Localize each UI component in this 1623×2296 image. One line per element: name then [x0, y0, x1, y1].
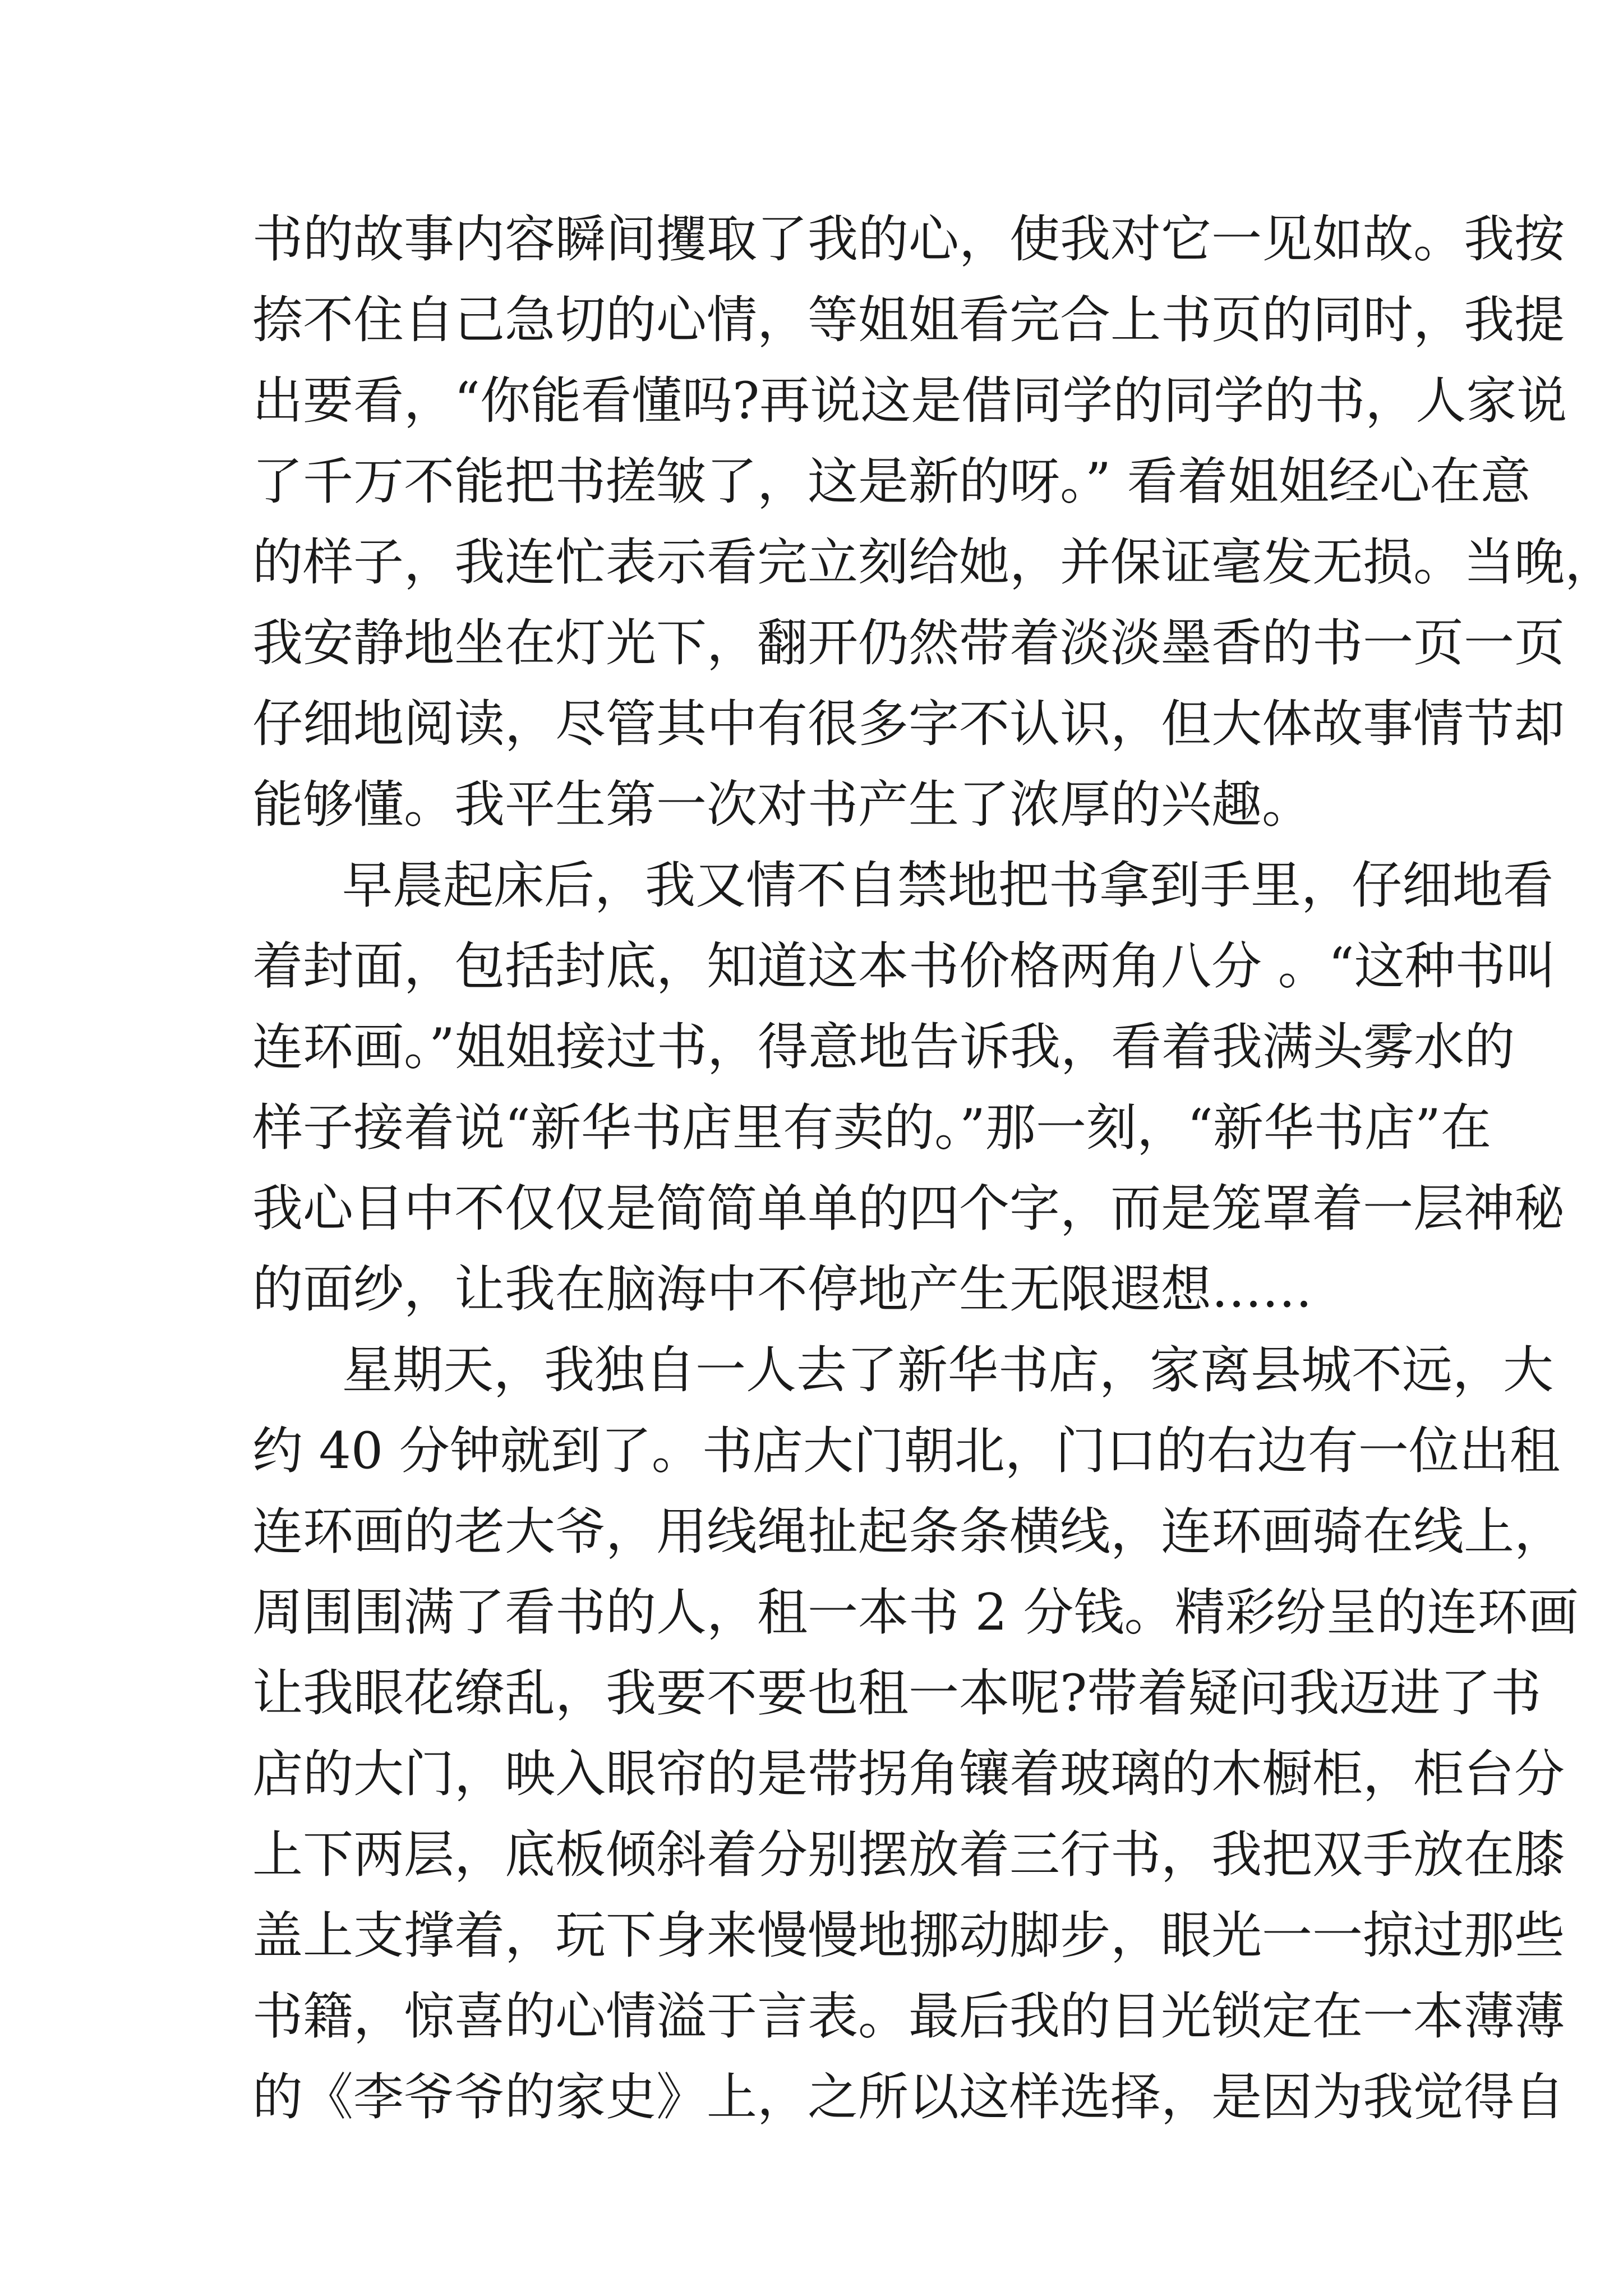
paragraph-end-line: 的面纱，让我在脑海中不停地产生无限遐想…… — [252, 1260, 1312, 1319]
text-line: 了千万不能把书搓皱了，这是新的呀。” 看着姐姐经心在意 — [252, 452, 1531, 511]
text-line: 盖上支撑着，玩下身来慢慢地挪动脚步，眼光一一掠过那些 — [252, 1906, 1565, 1965]
paragraph-end-line: 能够懂。我平生第一次对书产生了浓厚的兴趣。 — [252, 775, 1312, 834]
text-line: 我心目中不仅仅是简简单单的四个字，而是笼罩着一层神秘 — [252, 1179, 1565, 1238]
paragraph-first-line: 星期天，我独自一人去了新华书店，家离县城不远，大 — [342, 1341, 1553, 1400]
text-line: 着封面，包括封底，知道这本书价格两角八分 。“这种书叫 — [252, 937, 1556, 996]
text-line: 周围围满了看书的人，租一本书 2 分钱。精彩纷呈的连环画 — [252, 1583, 1579, 1642]
text-line: 出要看，“你能看懂吗?再说这是借同学的同学的书，人家说 — [252, 371, 1567, 430]
text-line: 样子接着说“新华书店里有卖的。”那一刻，“新华书店”在 — [252, 1098, 1492, 1157]
text-line: 让我眼花缭乱，我要不要也租一本呢?带着疑问我迈进了书 — [252, 1664, 1542, 1723]
text-line: 的样子，我连忙表示看完立刻给她，并保证毫发无损。当晚， — [252, 533, 1615, 592]
text-line: 连环画的老大爷，用线绳扯起条条横线，连环画骑在线上， — [252, 1502, 1565, 1561]
text-line: 仔细地阅读，尽管其中有很多字不认识，但大体故事情节却 — [252, 694, 1565, 753]
text-line: 捺不住自己急切的心情，等姐姐看完合上书页的同时，我提 — [252, 291, 1565, 349]
text-line: 书的故事内容瞬间攫取了我的心，使我对它一见如故。我按 — [252, 210, 1565, 269]
text-line: 书籍，惊喜的心情溢于言表。最后我的目光锁定在一本薄薄 — [252, 1987, 1565, 2046]
text-line: 上下两层，底板倾斜着分别摆放着三行书，我把双手放在膝 — [252, 1825, 1565, 1884]
body-text — [252, 199, 1615, 2138]
text-line: 店的大门，映入眼帘的是带拐角镶着玻璃的木橱柜，柜台分 — [252, 1745, 1565, 1803]
paragraph-first-line: 早晨起床后，我又情不自禁地把书拿到手里，仔细地看 — [342, 856, 1553, 915]
text-line: 的《李爷爷的家史》上，之所以这样选择，是因为我觉得自 — [252, 2068, 1565, 2127]
text-line: 连环画。”姐姐接过书，得意地告诉我，看着我满头雾水的 — [252, 1018, 1515, 1076]
text-line: 我安静地坐在灯光下，翻开仍然带着淡淡墨香的书一页一页 — [252, 614, 1565, 673]
text-line: 约 40 分钟就到了。书店大门朝北，门口的右边有一位出租 — [252, 1421, 1560, 1480]
